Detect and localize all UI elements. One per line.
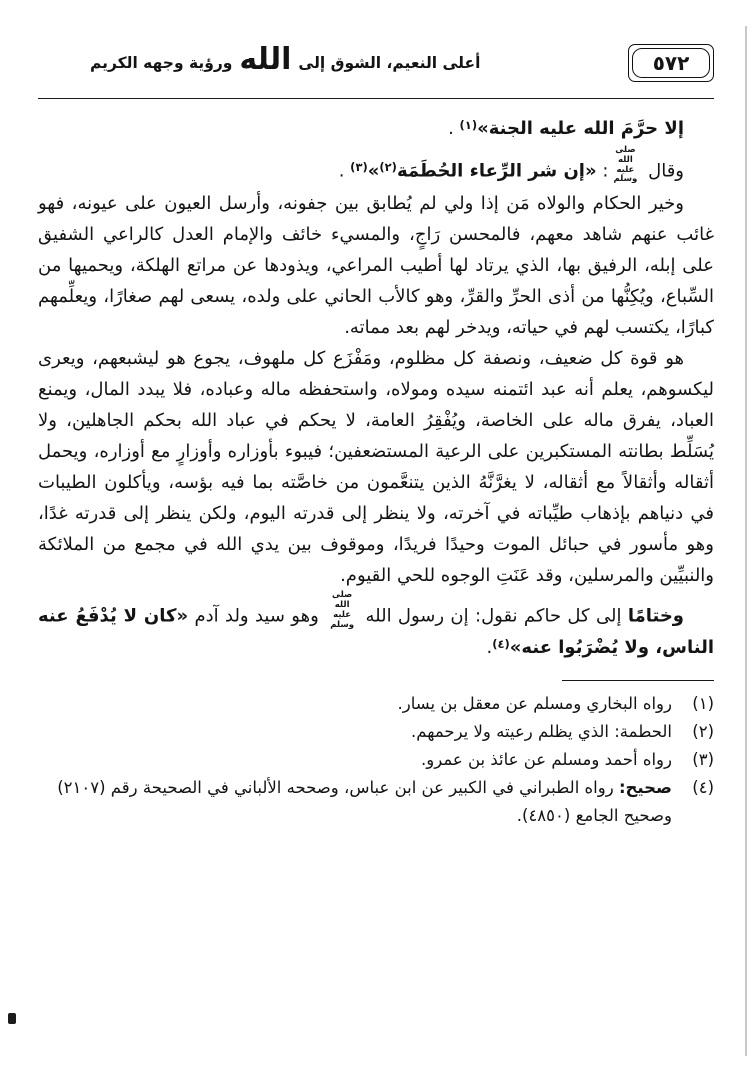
text-segment: صحيح: [618,777,672,797]
footnote-separator [562,680,714,681]
honorific-saw: صلى الله عليه وسلم [613,145,638,185]
footnote-text [38,690,672,718]
text-segment: وخير الحكام والولاه مَن إذا ولي لم يُطابق بين جفونه، وأرسل العيون على عيونه، فهو غائب عنهم شاهد معهم، فالمحسن رَاجٍ، والمسيء خائف والإمام العدل كالراعي الشفيق على إبله، الرفيق بها، الذي يرتاد لها أطيب المراعي، ويذودها عن مراتع الهلكة، ويحميها من السِّباع، ويُكِنُّها من أذى الحرِّ والقرِّ، وهو كالأب الحاني على ولده، يسعى لهم صغارًا، ويعلِّمهم كبارًا، يكتسب لهم في حياته، ويدخر لهم بعد مماته. [38,193,714,339]
footnote-ref: (٤) [492,636,510,651]
text-segment: رواه الطبراني في الكبير عن ابن عباس، وصححه الألباني في الصحيحة رقم (٢١٠٧) وصحيح الجامع (٤٨٥٠). [57,777,672,825]
footnote [38,746,714,774]
footnote [38,718,714,746]
text-segment: وختامًا [627,605,684,627]
footnote-ref: (٣) [350,160,368,175]
text-segment: رواه البخاري ومسلم عن معقل بن يسار. [397,693,672,713]
footnote-text [38,746,672,774]
paragraph [38,146,714,188]
scan-artifact-right-edge [745,26,747,1056]
text-segment: . [448,118,460,139]
text-segment: وقال [642,160,684,182]
footnote [38,690,714,718]
paragraph [38,188,714,343]
header-title-left: ورؤية وجهه الكريم [90,54,233,72]
text-segment: هو قوة كل ضعيف، ونصفة كل مظلوم، ومَفْزَع كل ملهوف، يجوع هو ليشبعهم، ويعرى ليكسوهم، يعلم أنه عبد ائتمنه سيده ومولاه، واستحفظه ماله وعباده، فلا يبدد المال، ويمنع العباد، يفرق ماله على الخاصة، ويُفْقِرُ العامة، لا يحكم في عباد الله بحكم الجاهلين، ولا يُسَلِّط بطانته المستكبرين على الرعية المستضعفين؛ فيبوء بأوزاره وأوزارٍ مع أوزاره، ويحمل أثقاله وأثقالاً مع أثقاله، لا يغرَّنَّهُ الذين يتنعَّمون من خاصَّته بما فيه بؤسه، ويأكلون الطيبات في دنياهم بإذهاب طيِّباته في آخرته، ولا ينظر إلى قدرته اليوم، ولكن ينظر إلى قدرته غدًا، وهو مأسور في حبائل الموت وحيدًا فريدًا، وموقوف بين يدي الله في مجمع من الملائكة والنبيِّين والمرسلين، وقد عَنَتِ الوجوه للحي القيوم. [38,348,714,587]
footnote-marker: (١) [692,693,714,713]
footnote-ref: (٢) [379,160,397,175]
text-segment: : [596,160,609,182]
honorific-saw: صلى الله عليه وسلم [330,590,355,630]
page-header [38,40,714,96]
footnote-ref: (١) [459,118,478,132]
paragraph [38,591,714,664]
page-number-badge [628,44,714,82]
text-segment: . [486,636,493,658]
text-segment: الحطمة: الذي يظلم رعيته ولا يرحمهم. [411,721,672,741]
footnote-text [38,774,672,830]
paragraph [38,343,714,591]
header-title [90,42,481,78]
scan-artifact-speck [8,1013,16,1024]
text-segment: «إن شر الرِّعاء الحُطَمَة [396,160,597,182]
text-segment: إلى كل حاكم نقول: إن رسول الله [359,605,628,627]
body-text [38,99,714,665]
text-segment: » [367,160,380,182]
footnote [38,774,714,830]
text-segment: رواه أحمد ومسلم عن عائذ بن عمرو. [421,749,672,769]
footnote-marker: (٣) [692,749,714,769]
footnote-marker: (٤) [692,777,714,797]
text-segment: إلا حرَّمَ الله عليه الجنة» [477,118,684,139]
footnote-marker: (٢) [692,721,714,741]
header-title-right: أعلى النعيم، الشوق إلى [298,54,481,72]
text-segment: «كان لا يُدْفَعُ عنه الناس، ولا يُضْرَبُوا عنه» [38,605,714,658]
allah-calligraphy: الله [239,42,292,77]
footnote-text [38,718,672,746]
page-number: ٥٧٢ [652,51,690,75]
paragraph [38,113,714,146]
text-segment: . [338,160,351,182]
footnotes [38,690,714,830]
text-segment: وهو سيد ولد آدم [188,605,326,627]
